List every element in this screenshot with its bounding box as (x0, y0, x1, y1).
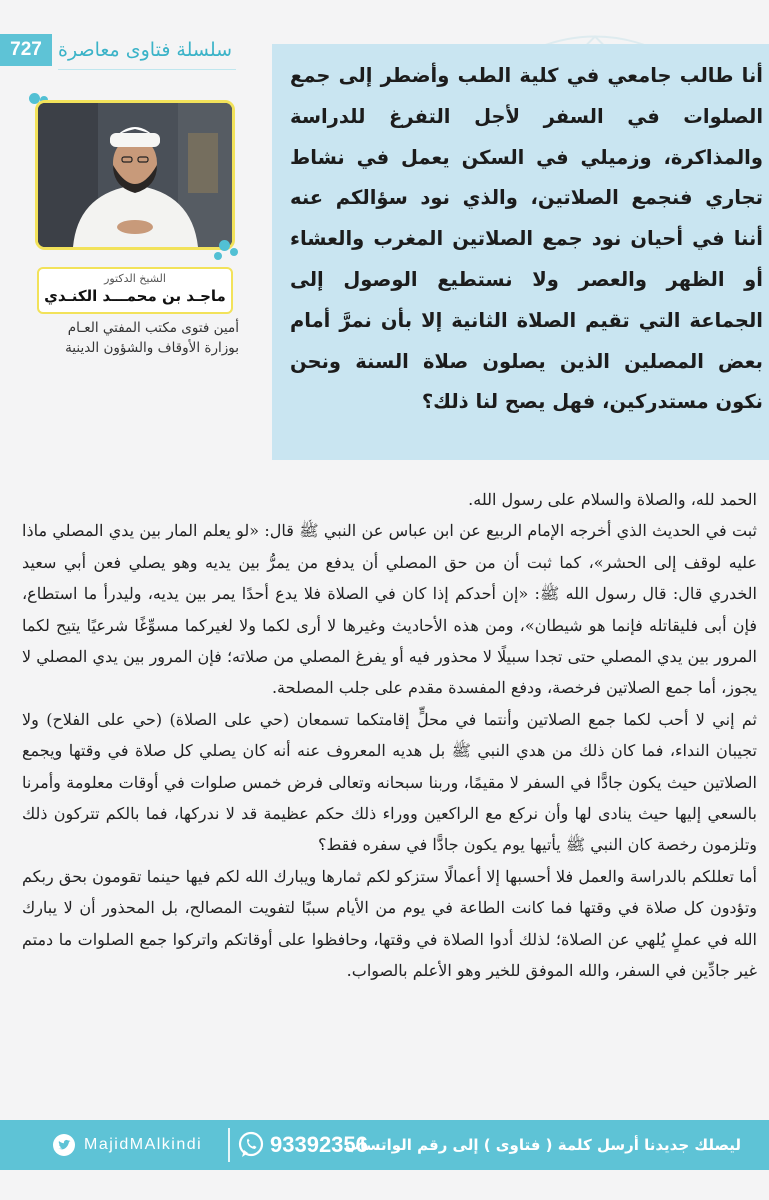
answer-paragraph: ثم إني لا أحب لكما جمع الصلاتين وأنتما في محلٍّ إقامتكما تسمعان (حي على الصلاة) (حي على الفلاح) ولا تجيبان النداء، فما كان ذلك من هدي النبي ﷺ بل هديه المعروف عنه أنه كان يصلي كل صلاة في وقتها ويجمع الصلاتين حيث يكون جادًّا في السفر لا مقيمًا، وربنا سبحانه وتعالى فرض خمس صلوات في أوقات معلومة وأمرنا بالسعي إليها حيث ينادى لها وأن نركع مع الراكعين ووراء ذلك حكم عظيمة قد لا ندركها، فما بالكم تتركون ذلك وتلزمون رخصة كان النبي ﷺ يأتيها يوم يكون جادًّا في سفره فقط؟ (22, 709, 758, 855)
whatsapp-number[interactable]: 93392356 (270, 1132, 368, 1157)
series-title: سلسلة فتاوى معاصرة (58, 39, 233, 61)
scholar-name-box (37, 267, 233, 314)
footer-divider (228, 1128, 230, 1162)
twitter-icon (52, 1134, 76, 1156)
whatsapp-icon (236, 1130, 266, 1160)
scholar-photo (35, 100, 235, 250)
scholar-name: ماجـد بن محمـــد الكنـدي (44, 287, 226, 305)
answer-paragraph: الحمد لله، والصلاة والسلام على رسول الله. (468, 490, 757, 509)
answer-paragraph: ثبت في الحديث الذي أخرجه الإمام الربيع عن ابن عباس عن النبي ﷺ قال: «لو يعلم المار بين يدي المصلي ماذا عليه لوقف إلى الحشر»، كما ثبت أن من حق المصلي أن يدفع من يمرُّ بين يديه وهو يصلي فعن أبي سعيد الخدري قال: قال رسول الله ﷺ: «إن أحدكم إذا كان في الصلاة فلا يدع أحدًا يمر بين يديه، وليدرأ ما استطاع، فإن أبى فليقاتله فإنما هو شيطان»، ومن هذه الأحاديث وغيرها لا أرى لكما ولا لغيركما مسوِّغًا شرعيًا يتيح لكما المرور بين يدي المصلي حتى تجدا سبيلًا لا محذور فيه أو يفرغ المصلي من صلاته؛ فإن المرور بين يدي المصلي لا يجوز، أما جمع الصلاتين فرخصة، ودفع المفسدة مقدم على جلب المصلحة. (22, 521, 757, 698)
scholar-portrait-illustration (38, 103, 232, 247)
footer-bar (0, 1120, 769, 1170)
answer-body (22, 484, 757, 987)
scholar-position-line2: بوزارة الأوقاف والشؤون الدينية (65, 340, 239, 356)
decorative-dot (214, 252, 222, 260)
answer-paragraph: أما تعللكم بالدراسة والعمل فلا أحسبها إلا أعمالًا ستزكو لكم ثمارها ويبارك الله لكم فيها حينما تقومون بحق ربكم وتؤدون كل صلاة في وقتها فما كانت الطاعة في يوم من الأيام سببًا لتفويت المصالح، بل المحذور أن لا يبارك الله في عملٍ يُلهي عن الصلاة؛ لذلك أدوا الصلاة في وقتها، وحافظوا على أوقاتكم واتركوا جمع الصلوات ما دمتم غير جادِّين في السفر، والله الموفق للخير وهو الأعلم بالصواب. (22, 866, 758, 981)
footer-cta: ليصلك جديدنا أرسل كلمة ( فتاوى ) إلى رقم الواتساب (344, 1136, 741, 1154)
scholar-title: الشيخ الدكتور (104, 272, 166, 285)
scholar-position-line1: أمين فتوى مكتب المفتي العـام (67, 320, 239, 336)
question-text: أنا طالب جامعي في كلية الطب وأضطر إلى جمع الصلوات في السفر لأجل التفرغ للدراسة والمذاكرة، وزميلي في السكن يعمل في نشاط تجاري فنجمع الصلاتين، والذي نود سؤالكم عنه أننا في أحيان نود جمع الصلاتين المغرب والعشاء أو الظهر والعصر ولا نستطيع الوصول إلى الجماعة التي تقيم الصلاة الثانية إلا بأن نمرَّ أمام بعض المصلين الذين يصلون صلاة السنة ونحن نكون مستدركين، فهل يصح لنا ذلك؟ (290, 64, 763, 414)
decorative-dot (219, 240, 230, 251)
series-number-badge: 727 (0, 34, 52, 66)
header-divider (58, 69, 236, 70)
question-box (272, 44, 769, 460)
twitter-handle[interactable]: MajidMAlkindi (84, 1136, 203, 1153)
decorative-dot (230, 248, 238, 256)
